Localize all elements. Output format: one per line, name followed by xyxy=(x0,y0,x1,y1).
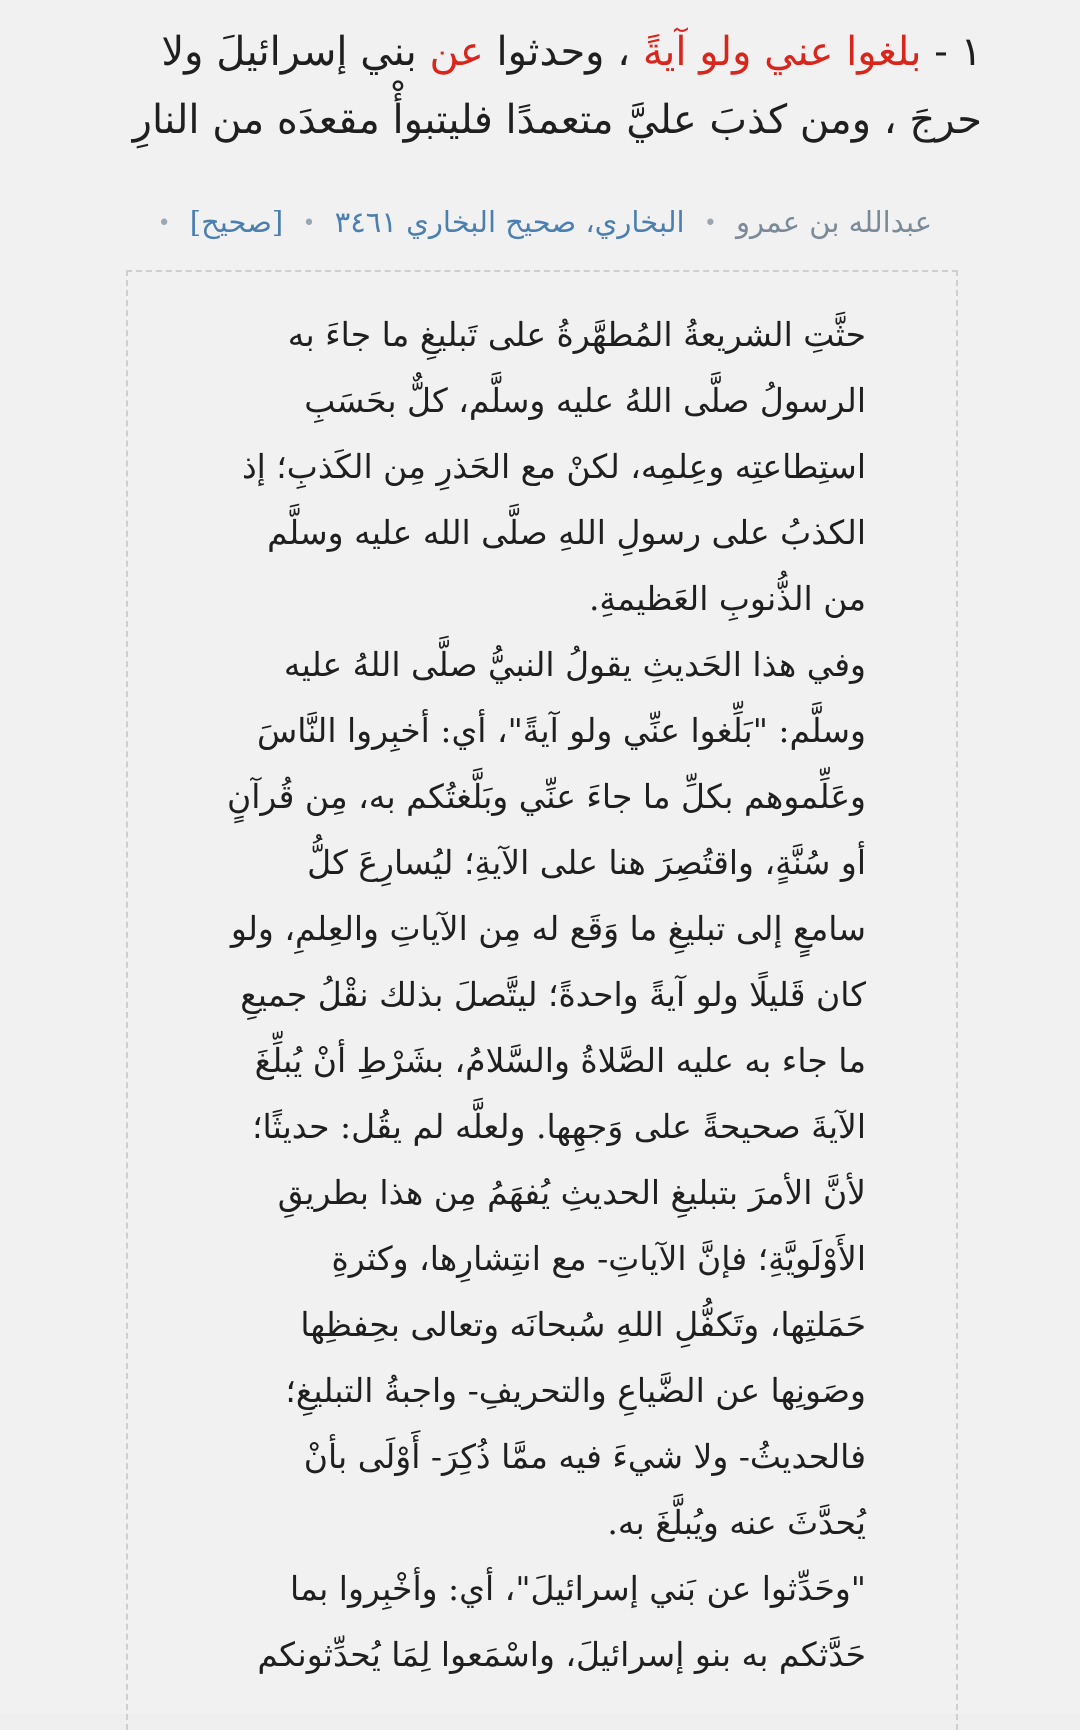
sharh-paragraph: "وحَدِّثوا عن بَني إسرائيلَ"، أي: وأخْبِروا بما حَدَّثكم به بنو إسرائيلَ، واسْمَعوا لِمَا يُحدِّثونكم xyxy=(257,1569,866,1674)
sharh-text xyxy=(226,302,866,1688)
muhaddith-source[interactable]: البخاري، صحيح البخاري ٣٤٦١ xyxy=(334,205,685,239)
hadith-text-part: بني إسرائيلَ ولا حرجَ ، ومن كذبَ عليَّ متعمدًا فليتبوأْ مقعدَه من النارِ xyxy=(132,29,982,143)
separator-dot: • xyxy=(703,211,717,236)
separator-dot: • xyxy=(157,211,171,236)
hadith-text-part: ، وحدثوا xyxy=(496,29,631,75)
sharh-paragraph: وفي هذا الحَديثِ يقولُ النبيُّ صلَّى اللهُ عليه وسلَّم: "بَلِّغوا عنِّي ولو آيةً"، أي: أخبِروا النَّاسَ وعَلِّموهم بكلِّ ما جاءَ عنِّي وبَلَّغتُكم به، مِن قُرآنٍ أو سُنَّةٍ، واقتُصِرَ هنا على الآيةِ؛ ليُسارِعَ كلُّ سامعٍ إلى تبليغِ ما وَقَع له مِن الآياتِ والعِلمِ، ولو كان قَليلًا ولو آيةً واحدةً؛ ليتَّصلَ بذلك نقْلُ جميعِ ما جاء به عليه الصَّلاةُ والسَّلامُ، بشَرْطِ أنْ يُبلِّغَ الآيةَ صحيحةً على وَجهِها. ولعلَّه لم يقُل: حديثًا؛ لأنَّ الأمرَ بتبليغِ الحديثِ يُفهَمُ مِن هذا بطريقِ الأَوْلَويَّةِ؛ فإنَّ الآياتِ- مع انتِشارِها، وكثرةِ حَمَلتِها، وتَكفُّلِ اللهِ سُبحانَه وتعالى بحِفظِها وصَونِها عن الضَّياعِ والتحريفِ- واجبةُ التبليغِ؛ فالحديثُ- ولا شيءَ فيه ممَّا ذُكِرَ- أَوْلَى بأنْ يُحدَّثَ عنه ويُبلَّغَ به. xyxy=(226,645,866,1542)
separator-dot: • xyxy=(302,211,316,236)
hadith-text xyxy=(102,18,982,154)
hadith-meta xyxy=(112,200,932,246)
narrator[interactable]: عبدالله بن عمرو xyxy=(736,205,932,239)
sharh-paragraph: حثَّتِ الشريعةُ المُطهَّرةُ على تَبليغِ ما جاءَ به الرسولُ صلَّى اللهُ عليه وسلَّم، كلٌّ بحَسَبِ استِطاعتِه وعِلمِه، لكنْ مع الحَذرِ مِن الكَذبِ؛ إذ الكذبُ على رسولِ اللهِ صلَّى الله عليه وسلَّم من الذُّنوبِ العَظيمةِ. xyxy=(241,315,866,618)
hadith-highlight-2[interactable]: عن xyxy=(429,29,484,75)
hadith-highlight-1[interactable]: بلغوا عني ولو آيةً xyxy=(642,29,922,75)
grade-badge[interactable]: [صحيح] xyxy=(189,205,284,239)
hadith-number: ١ - xyxy=(934,29,982,75)
